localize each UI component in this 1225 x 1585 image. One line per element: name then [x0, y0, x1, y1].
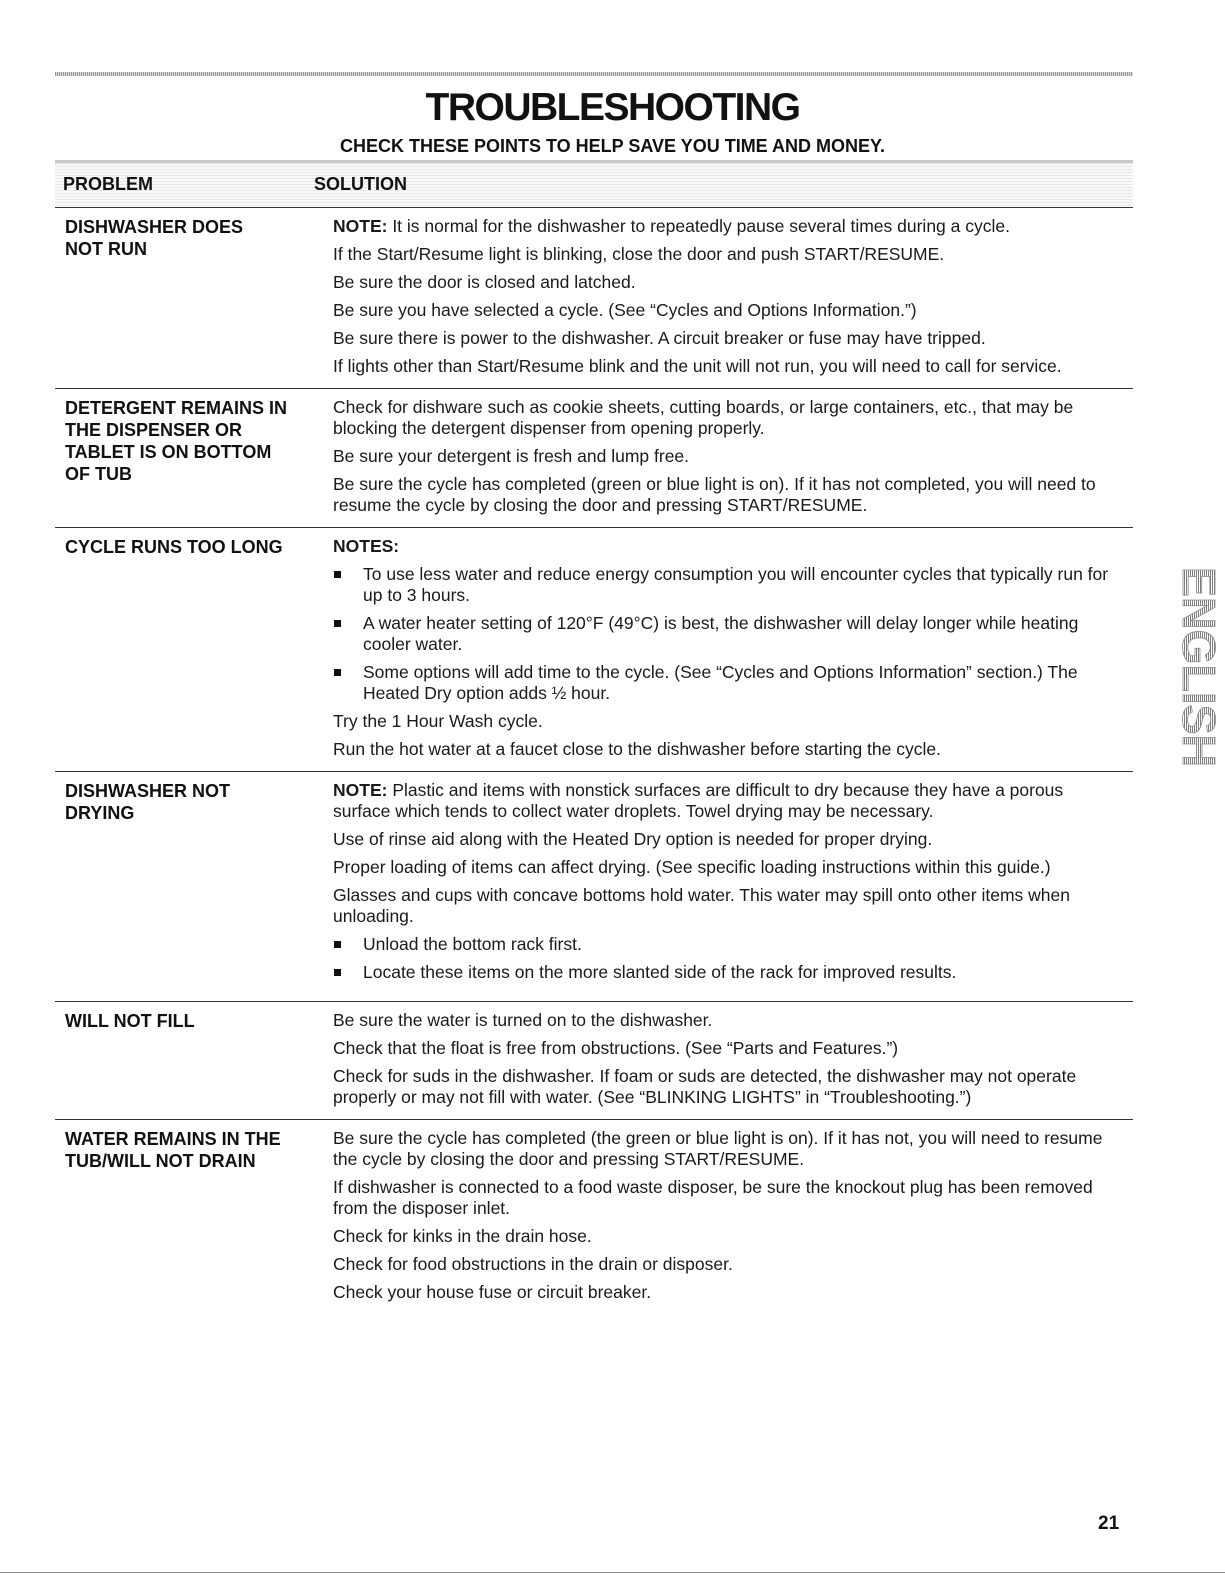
bullet-item — [333, 564, 1119, 606]
bullet-text: A water heater setting of 120°F (49°C) is best, the dishwasher will delay longer while heating cooler water. — [363, 613, 1079, 654]
problem-cell — [55, 1120, 333, 1315]
solution-paragraph: If the Start/Resume light is blinking, close the door and push START/RESUME. — [333, 244, 945, 264]
solution-paragraph: Check for food obstructions in the drain or disposer. — [333, 1254, 733, 1274]
bottom-divider — [0, 1572, 1225, 1573]
solution-paragraph: Be sure there is power to the dishwasher. A circuit breaker or fuse may have tripped. — [333, 328, 986, 348]
solution-paragraph — [333, 216, 1119, 237]
problem-label: WATER REMAINS IN THE TUB/WILL NOT DRAIN — [65, 1129, 281, 1171]
bullet-item — [333, 934, 1119, 955]
page-subtitle: CHECK THESE POINTS TO HELP SAVE YOU TIME AND MONEY. — [339, 136, 886, 156]
solution-cell — [333, 1120, 1133, 1315]
problem-label: WILL NOT FILL — [65, 1011, 195, 1031]
solution-cell — [333, 389, 1133, 528]
solution-paragraph: Check for kinks in the drain hose. — [333, 1226, 592, 1246]
solution-paragraph: Be sure the door is closed and latched. — [333, 272, 636, 292]
table-row — [55, 389, 1133, 528]
solution-column-header: SOLUTION — [314, 174, 407, 194]
solution-paragraph: If dishwasher is connected to a food waste disposer, be sure the knockout plug has been removed from the disposer inlet. — [333, 1177, 1093, 1218]
solution-paragraph: Glasses and cups with concave bottoms hold water. This water may spill onto other items when unloading. — [333, 885, 1070, 926]
problem-label: DETERGENT REMAINS IN THE DISPENSER OR TABLET IS ON BOTTOM OF TUB — [65, 398, 288, 484]
side-tab-label: ENGLISH — [1173, 567, 1225, 772]
table-row — [55, 1002, 1133, 1120]
paragraph-text: Plastic and items with nonstick surfaces are difficult to dry because they have a porous surface which tends to collect water droplets. Towel drying may be necessary. — [333, 780, 1064, 821]
problem-cell — [55, 528, 333, 772]
solution-paragraph: Be sure you have selected a cycle. (See “Cycles and Options Information.”) — [333, 300, 917, 320]
solution-paragraph: Be sure the cycle has completed (the green or blue light is on). If it has not, you will need to resume the cycle by closing the door and pressing START/RESUME. — [333, 1128, 1103, 1169]
solution-paragraph: Use of rinse aid along with the Heated Dry option is needed for proper drying. — [333, 829, 933, 849]
problem-label: CYCLE RUNS TOO LONG — [65, 537, 283, 557]
solution-paragraph: If lights other than Start/Resume blink and the unit will not run, you will need to call for service. — [333, 356, 1062, 376]
table-row — [55, 1120, 1133, 1315]
problem-label: DISHWASHER NOT DRYING — [65, 781, 231, 823]
table-row — [55, 528, 1133, 772]
solution-paragraph: Check your house fuse or circuit breaker. — [333, 1282, 652, 1302]
solution-paragraph: Proper loading of items can affect drying. (See specific loading instructions within this guide.) — [333, 857, 1051, 877]
solution-cell — [333, 772, 1133, 1002]
solution-paragraph — [333, 780, 1119, 822]
solution-paragraph: Check for suds in the dishwasher. If foam or suds are detected, the dishwasher may not operate properly or may not fill with water. (See “BLINKING LIGHTS” in “Troubleshooting.”) — [333, 1066, 1077, 1107]
bullet-item — [333, 962, 1119, 983]
solution-paragraph: Try the 1 Hour Wash cycle. — [333, 711, 543, 731]
troubleshooting-table — [55, 208, 1133, 1314]
paragraph-text: It is normal for the dishwasher to repeatedly pause several times during a cycle. — [387, 216, 1010, 236]
problem-label: DISHWASHER DOES NOT RUN — [65, 217, 244, 259]
page-title: TROUBLESHOOTING — [425, 86, 800, 129]
problem-cell — [55, 389, 333, 528]
bullet-item — [333, 662, 1119, 704]
square-bullet-icon — [334, 620, 341, 627]
top-divider — [55, 72, 1133, 76]
table-row — [55, 208, 1133, 389]
solution-cell — [333, 208, 1133, 389]
bullet-text: Unload the bottom rack first. — [363, 934, 582, 954]
solution-paragraph: Be sure the water is turned on to the dishwasher. — [333, 1010, 713, 1030]
solution-paragraph: Run the hot water at a faucet close to the dishwasher before starting the cycle. — [333, 739, 941, 759]
square-bullet-icon — [334, 969, 341, 976]
solution-paragraph: Be sure the cycle has completed (green or blue light is on). If it has not completed, you will need to resume the cycle by closing the door and pressing START/RESUME. — [333, 474, 1096, 515]
table-row — [55, 772, 1133, 1002]
page-number: 21 — [1098, 1513, 1120, 1534]
problem-cell — [55, 1002, 333, 1120]
bullet-item — [333, 613, 1119, 655]
solution-paragraph: Check that the float is free from obstructions. (See “Parts and Features.”) — [333, 1038, 899, 1058]
bullet-text: To use less water and reduce energy consumption you will encounter cycles that typically run for up to 3 hours. — [363, 564, 1109, 605]
table-header — [55, 160, 1133, 206]
problem-cell — [55, 772, 333, 1002]
problem-column-header: PROBLEM — [63, 174, 153, 194]
solution-cell — [333, 1002, 1133, 1120]
note-label: NOTE: — [333, 780, 388, 800]
solution-cell — [333, 528, 1133, 772]
problem-cell — [55, 208, 333, 389]
square-bullet-icon — [334, 669, 341, 676]
solution-paragraph: Be sure your detergent is fresh and lump free. — [333, 446, 690, 466]
square-bullet-icon — [334, 571, 341, 578]
note-label: NOTE: — [333, 216, 388, 236]
bullet-text: Some options will add time to the cycle. (See “Cycles and Options Information” section.) The Heated Dry option adds ½ hour. — [363, 662, 1078, 703]
bullet-text: Locate these items on the more slanted side of the rack for improved results. — [363, 962, 957, 982]
square-bullet-icon — [334, 941, 341, 948]
english-side-tab — [1147, 565, 1225, 772]
solution-paragraph: Check for dishware such as cookie sheets, cutting boards, or large containers, etc., that may be blocking the detergent dispenser from opening properly. — [333, 397, 1074, 438]
notes-heading: NOTES: — [333, 536, 400, 556]
